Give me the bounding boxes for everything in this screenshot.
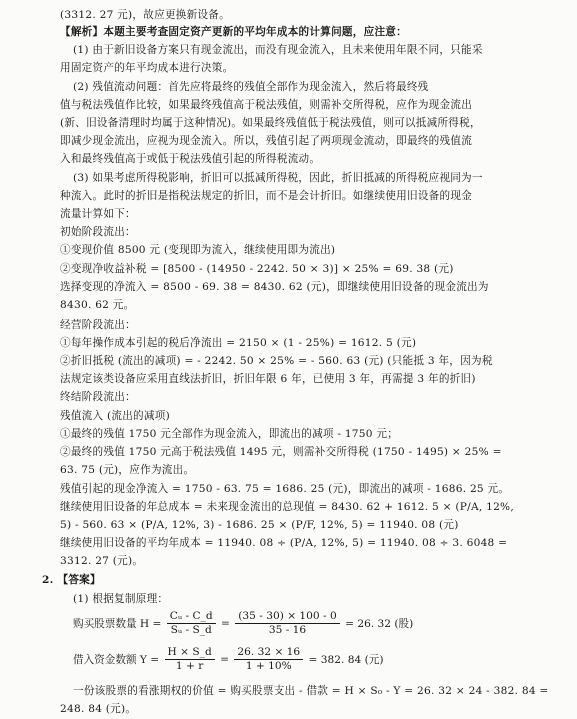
text-line: 3312. 27 (元)。: [60, 555, 144, 567]
equals-sign: =: [220, 653, 229, 666]
formula-lhs: 购买股票数量 H =: [73, 618, 162, 630]
text-line: 初始阶段流出：: [60, 226, 136, 238]
formula-shares-h: [73, 610, 413, 637]
text-line: 残值流入 (流出的减项): [60, 410, 170, 422]
numerator: Cᵤ - C_d: [167, 610, 216, 624]
text-line: 用固定资产的年平均成本进行决策。: [60, 62, 234, 74]
text-line: 继续使用旧设备的年总成本 = 未来现金流出的总现值 = 8430. 62 + 1612. 5 × (P/A, 12%,: [60, 501, 514, 513]
formula-rhs: = 382. 84 (元): [308, 654, 384, 666]
denominator: 1 + 10%: [245, 660, 292, 672]
text-line: (新、旧设备清理时均属于这种情况)。如果最终残值低于税法残值，则可以抵减所得税，: [60, 117, 481, 129]
formula-lhs: 借入资金数额 Y =: [73, 654, 160, 666]
analysis-heading: 【解析】本题主要考查固定资产更新的平均年成本的计算问题，应注意：: [60, 26, 407, 38]
text-line: ①每年操作成本引起的税后净流出 = 2150 × (1 - 25%) = 1612. 5 (元): [60, 337, 417, 349]
text-line: (3312. 27 元)，故应更换新设备。: [60, 9, 230, 21]
text-line: 流量计算如下：: [60, 208, 136, 220]
fraction: [235, 610, 339, 637]
numerator: H × S_d: [165, 646, 215, 660]
denominator: Sᵤ - S_d: [170, 624, 212, 636]
equals-sign: =: [221, 617, 230, 630]
denominator: 35 - 16: [268, 624, 307, 636]
numerator: 26. 32 × 16: [234, 646, 303, 660]
text-line: 5) - 560. 63 × (P/A, 12%, 3) - 1686. 25 × (P/F, 12%, 5) = 11940. 08 (元): [60, 519, 459, 531]
text-line: ②最终的残值 1750 元高于税法残值 1495 元，则需补交所得税 (1750 - 1495) × 25% =: [60, 446, 502, 458]
text-line: 63. 75 (元)，应作为流出。: [60, 464, 195, 476]
text-line: ①最终的残值 1750 元全部作为现金流入，即流出的减项 - 1750 元；: [60, 428, 399, 440]
text-line: ①变现价值 8500 元 (变现即为流入，继续使用即为流出): [60, 244, 336, 256]
text-line: 种流入。此时的折旧是指税法规定的折旧，而不是会计折旧。如继续使用旧设备的现金: [60, 190, 473, 202]
denominator: 1 + r: [175, 660, 204, 672]
fraction: [165, 646, 215, 673]
text-line: (1) 根据复制原理：: [73, 593, 169, 605]
formula-rhs: = 26. 32 (股): [345, 618, 414, 630]
text-line: 残值引起的现金净流入 = 1750 - 63. 75 = 1686. 25 (元)，即流出的减项 - 1686. 25 元。: [60, 483, 510, 495]
text-line: 值与税法残值作比较，如果最终残值高于税法残值，则需补交所得税，应作为现金流出: [60, 99, 473, 111]
text-line: ②变现净收益补税 = [8500 - (14950 - 2242. 50 × 3)] × 25% = 69. 38 (元): [60, 263, 454, 275]
text-line: (1) 由于新旧设备方案只有现金流出，而没有现金流入，且未来使用年限不同，只能采: [73, 44, 483, 56]
text-line: 248. 84 (元)。: [60, 703, 137, 715]
text-line: 经营阶段流出：: [60, 319, 136, 331]
fraction: [234, 646, 303, 673]
text-line: 继续使用旧设备的平均年成本 = 11940. 08 ÷ (P/A, 12%, 5) = 11940. 08 ÷ 3. 6048 =: [60, 537, 508, 549]
fraction: [167, 610, 216, 637]
numerator: (35 - 30) × 100 - 0: [235, 610, 339, 624]
text-line: (3) 如果考虑所得税影响，折旧可以抵减所得税，因此，折旧抵减的所得税应视同为一: [73, 172, 483, 184]
text-line: 法规定该类设备应采用直线法折旧，折旧年限 6 年，已使用 3 年，再需提 3 年的折旧): [60, 373, 476, 385]
text-line: 入和最终残值高于或低于税法残值引起的所得税流动。: [60, 153, 321, 165]
text-line: (2) 残值流动问题：首先应将最终的残值全部作为现金流入，然后将最终残: [73, 81, 429, 93]
text-line: ②折旧抵税 (流出的减项) = - 2242. 50 × 25% = - 560. 63 (元) (只能抵 3 年，因为税: [60, 355, 493, 367]
text-line: 一份该股票的看涨期权的价值 = 购买股票支出 - 借款 = H × S₀ - Y = 26. 32 × 24 - 382. 84 =: [73, 685, 549, 697]
formula-borrowing-y: [73, 646, 383, 673]
question-2-heading: 2. 【答案】: [42, 574, 101, 586]
text-line: 8430. 62 元。: [60, 299, 135, 311]
text-line: 选择变现的净流入 = 8500 - 69. 38 = 8430. 62 (元)，即继续使用旧设备的现金流出为: [60, 281, 489, 293]
text-line: 终结阶段流出：: [60, 391, 136, 403]
text-line: 即减少现金流出，应视为现金流入。所以，残值引起了两项现金流动，即最终的残值流: [60, 135, 473, 147]
